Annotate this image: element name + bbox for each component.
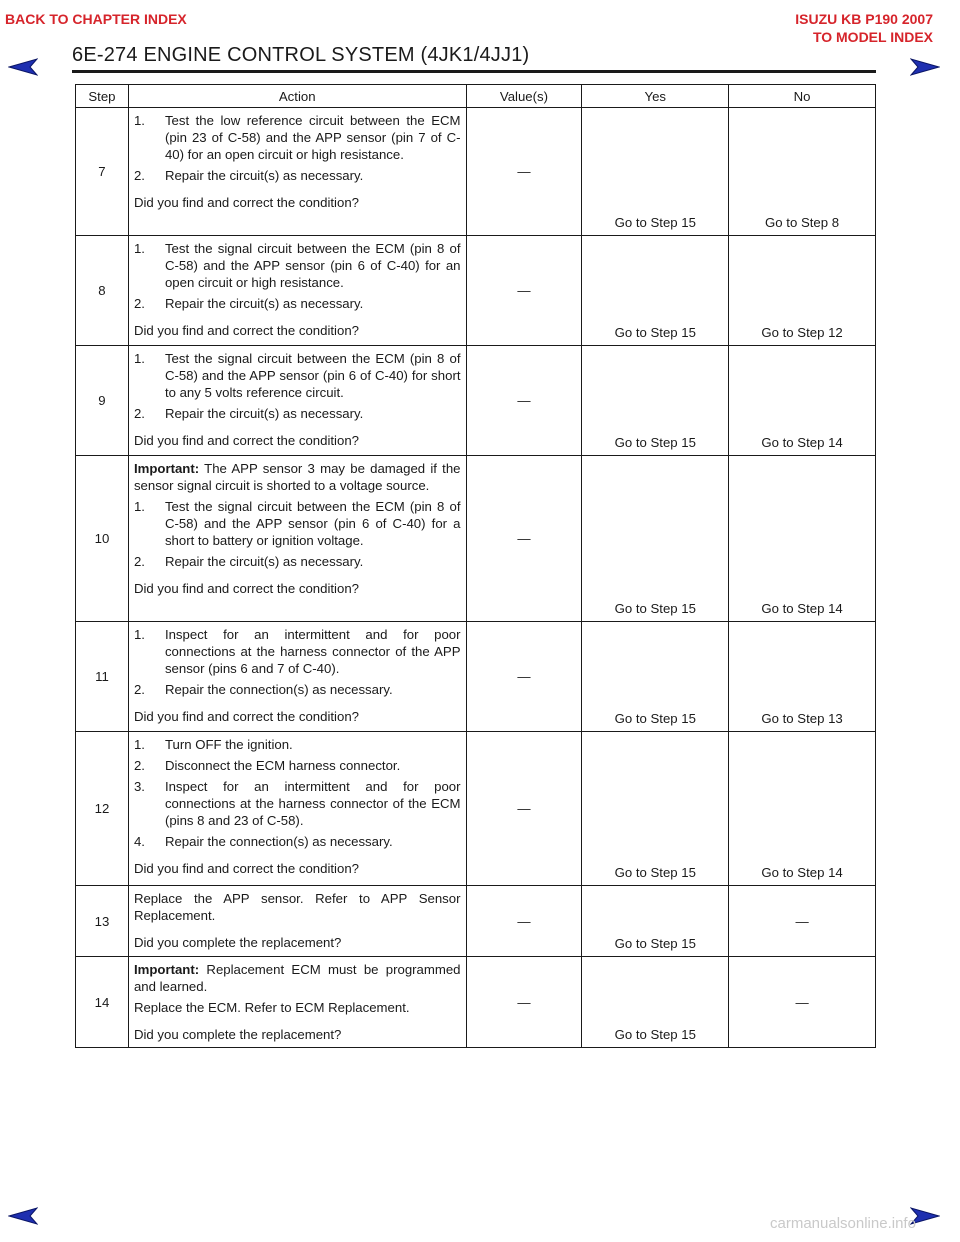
action-question: Did you find and correct the condition? xyxy=(133,861,359,876)
list-item-text: Test the signal circuit between the ECM (pin 8 of C-58) and the APP sensor (pin 6 of C-40) for an open circuit or high resistance. xyxy=(164,241,461,290)
step-number-cell: 12 xyxy=(76,732,129,886)
important-label: Important: xyxy=(133,962,200,977)
list-item-text: Repair the circuit(s) as necessary. xyxy=(164,554,364,569)
action-list-item xyxy=(134,626,461,677)
no-result-cell: Go to Step 12 xyxy=(729,236,876,346)
action-cell xyxy=(128,957,466,1048)
list-item-number: 4. xyxy=(133,834,145,849)
table-row xyxy=(76,236,876,346)
table-row xyxy=(76,957,876,1048)
yes-result-cell: Go to Step 15 xyxy=(582,108,729,236)
value-cell: — xyxy=(466,732,582,886)
list-item-text: Repair the connection(s) as necessary. xyxy=(164,834,393,849)
action-question: Did you find and correct the condition? xyxy=(133,581,359,596)
table-row xyxy=(76,346,876,456)
important-label: Important: xyxy=(133,461,200,476)
header-value: Value(s) xyxy=(466,85,582,108)
action-list-item xyxy=(134,350,461,401)
action-list-item xyxy=(134,681,461,698)
list-item-number: 2. xyxy=(133,758,145,773)
list-item-number: 1. xyxy=(133,113,145,128)
list-item-number: 2. xyxy=(133,406,145,421)
watermark: carmanualsonline.info xyxy=(770,1215,916,1232)
step-number-cell: 7 xyxy=(76,108,129,236)
yes-result-cell: Go to Step 15 xyxy=(582,346,729,456)
no-result-cell: Go to Step 13 xyxy=(729,622,876,732)
action-cell xyxy=(128,732,466,886)
table-row xyxy=(76,886,876,957)
action-list-item xyxy=(134,553,461,570)
no-result-cell: Go to Step 14 xyxy=(729,456,876,622)
header-step: Step xyxy=(76,85,129,108)
yes-result-cell: Go to Step 15 xyxy=(582,886,729,957)
action-instruction: Replace the APP sensor. Refer to APP Sensor Replacement. xyxy=(133,891,461,923)
action-question: Did you complete the replacement? xyxy=(133,935,342,950)
header-no: No xyxy=(729,85,876,108)
no-result-cell: Go to Step 14 xyxy=(729,346,876,456)
list-item-number: 1. xyxy=(133,241,145,256)
yes-result-cell: Go to Step 15 xyxy=(582,732,729,886)
header-yes: Yes xyxy=(582,85,729,108)
next-page-arrow-icon[interactable] xyxy=(910,58,940,76)
action-cell xyxy=(128,236,466,346)
yes-result-cell: Go to Step 15 xyxy=(582,236,729,346)
list-item-text: Test the signal circuit between the ECM (pin 8 of C-58) and the APP sensor (pin 6 of C-40) for a short to battery or ignition voltage. xyxy=(164,499,461,548)
value-cell: — xyxy=(466,236,582,346)
table-row xyxy=(76,622,876,732)
action-list-item xyxy=(134,405,461,422)
action-cell xyxy=(128,346,466,456)
list-item-number: 1. xyxy=(133,351,145,366)
table-row xyxy=(76,732,876,886)
action-list-item xyxy=(134,240,461,291)
yes-result-cell: Go to Step 15 xyxy=(582,957,729,1048)
action-cell xyxy=(128,886,466,957)
back-to-chapter-link[interactable]: BACK TO CHAPTER INDEX xyxy=(5,11,187,27)
title-divider xyxy=(72,70,876,73)
previous-page-arrow-icon[interactable] xyxy=(8,1207,38,1225)
action-instruction: Replace the ECM. Refer to ECM Replacement. xyxy=(133,1000,410,1015)
action-question: Did you find and correct the condition? xyxy=(133,323,359,338)
action-question: Did you find and correct the condition? xyxy=(133,433,359,448)
value-cell: — xyxy=(466,622,582,732)
previous-page-arrow-icon[interactable] xyxy=(8,58,38,76)
action-question: Did you complete the replacement? xyxy=(133,1027,342,1042)
action-list-item xyxy=(134,112,461,163)
step-number-cell: 10 xyxy=(76,456,129,622)
table-row xyxy=(76,108,876,236)
list-item-text: Repair the connection(s) as necessary. xyxy=(164,682,393,697)
step-number-cell: 13 xyxy=(76,886,129,957)
no-result-cell: — xyxy=(729,886,876,957)
list-item-number: 1. xyxy=(133,627,145,642)
table-row xyxy=(76,456,876,622)
action-question: Did you find and correct the condition? xyxy=(133,195,359,210)
no-result-cell: Go to Step 14 xyxy=(729,732,876,886)
value-cell: — xyxy=(466,346,582,456)
diagnostic-table xyxy=(75,84,876,1048)
action-list-item xyxy=(134,498,461,549)
important-text: The APP sensor 3 may be damaged if the sensor signal circuit is shorted to a voltage source. xyxy=(133,461,461,493)
list-item-number: 2. xyxy=(133,168,145,183)
list-item-text: Inspect for an intermittent and for poor connections at the harness connector of the APP sensor (pins 6 and 7 of C-40). xyxy=(164,627,461,676)
page-title: 6E-274 ENGINE CONTROL SYSTEM (4JK1/4JJ1) xyxy=(72,44,530,66)
value-cell: — xyxy=(466,108,582,236)
list-item-text: Test the signal circuit between the ECM (pin 8 of C-58) and the APP sensor (pin 6 of C-40) for short to any 5 volts reference circuit. xyxy=(164,351,461,400)
list-item-text: Repair the circuit(s) as necessary. xyxy=(164,168,364,183)
action-list-item xyxy=(134,167,461,184)
action-cell xyxy=(128,456,466,622)
list-item-text: Test the low reference circuit between the ECM (pin 23 of C-58) and the APP sensor (pin 7 of C-40) for an open circuit or high resistance. xyxy=(164,113,461,162)
action-list-item xyxy=(134,778,461,829)
action-cell xyxy=(128,108,466,236)
yes-result-cell: Go to Step 15 xyxy=(582,622,729,732)
action-list-item xyxy=(134,736,461,753)
no-result-cell: — xyxy=(729,957,876,1048)
header-action: Action xyxy=(128,85,466,108)
step-number-cell: 8 xyxy=(76,236,129,346)
to-model-index-link[interactable]: TO MODEL INDEX xyxy=(812,29,933,45)
value-cell: — xyxy=(466,456,582,622)
list-item-text: Repair the circuit(s) as necessary. xyxy=(164,296,364,311)
list-item-number: 2. xyxy=(133,554,145,569)
important-note xyxy=(134,961,461,995)
list-item-number: 1. xyxy=(133,737,145,752)
important-text: Replacement ECM must be programmed and learned. xyxy=(133,962,461,994)
list-item-number: 3. xyxy=(133,779,145,794)
action-question: Did you find and correct the condition? xyxy=(133,709,359,724)
table-header-row xyxy=(76,85,876,108)
list-item-text: Repair the circuit(s) as necessary. xyxy=(164,406,364,421)
list-item-number: 2. xyxy=(133,296,145,311)
value-cell: — xyxy=(466,957,582,1048)
step-number-cell: 14 xyxy=(76,957,129,1048)
action-list-item xyxy=(134,295,461,312)
yes-result-cell: Go to Step 15 xyxy=(582,456,729,622)
list-item-number: 1. xyxy=(133,499,145,514)
list-item-number: 2. xyxy=(133,682,145,697)
action-list-item xyxy=(134,757,461,774)
model-title-link[interactable]: ISUZU KB P190 2007 xyxy=(795,11,933,27)
list-item-text: Inspect for an intermittent and for poor connections at the harness connector of the ECM (pins 8 and 23 of C-58). xyxy=(164,779,461,828)
important-note xyxy=(134,460,461,494)
list-item-text: Disconnect the ECM harness connector. xyxy=(164,758,401,773)
table-body xyxy=(76,108,876,1048)
value-cell: — xyxy=(466,886,582,957)
action-list-item xyxy=(134,833,461,850)
list-item-text: Turn OFF the ignition. xyxy=(164,737,293,752)
step-number-cell: 9 xyxy=(76,346,129,456)
action-cell xyxy=(128,622,466,732)
no-result-cell: Go to Step 8 xyxy=(729,108,876,236)
step-number-cell: 11 xyxy=(76,622,129,732)
